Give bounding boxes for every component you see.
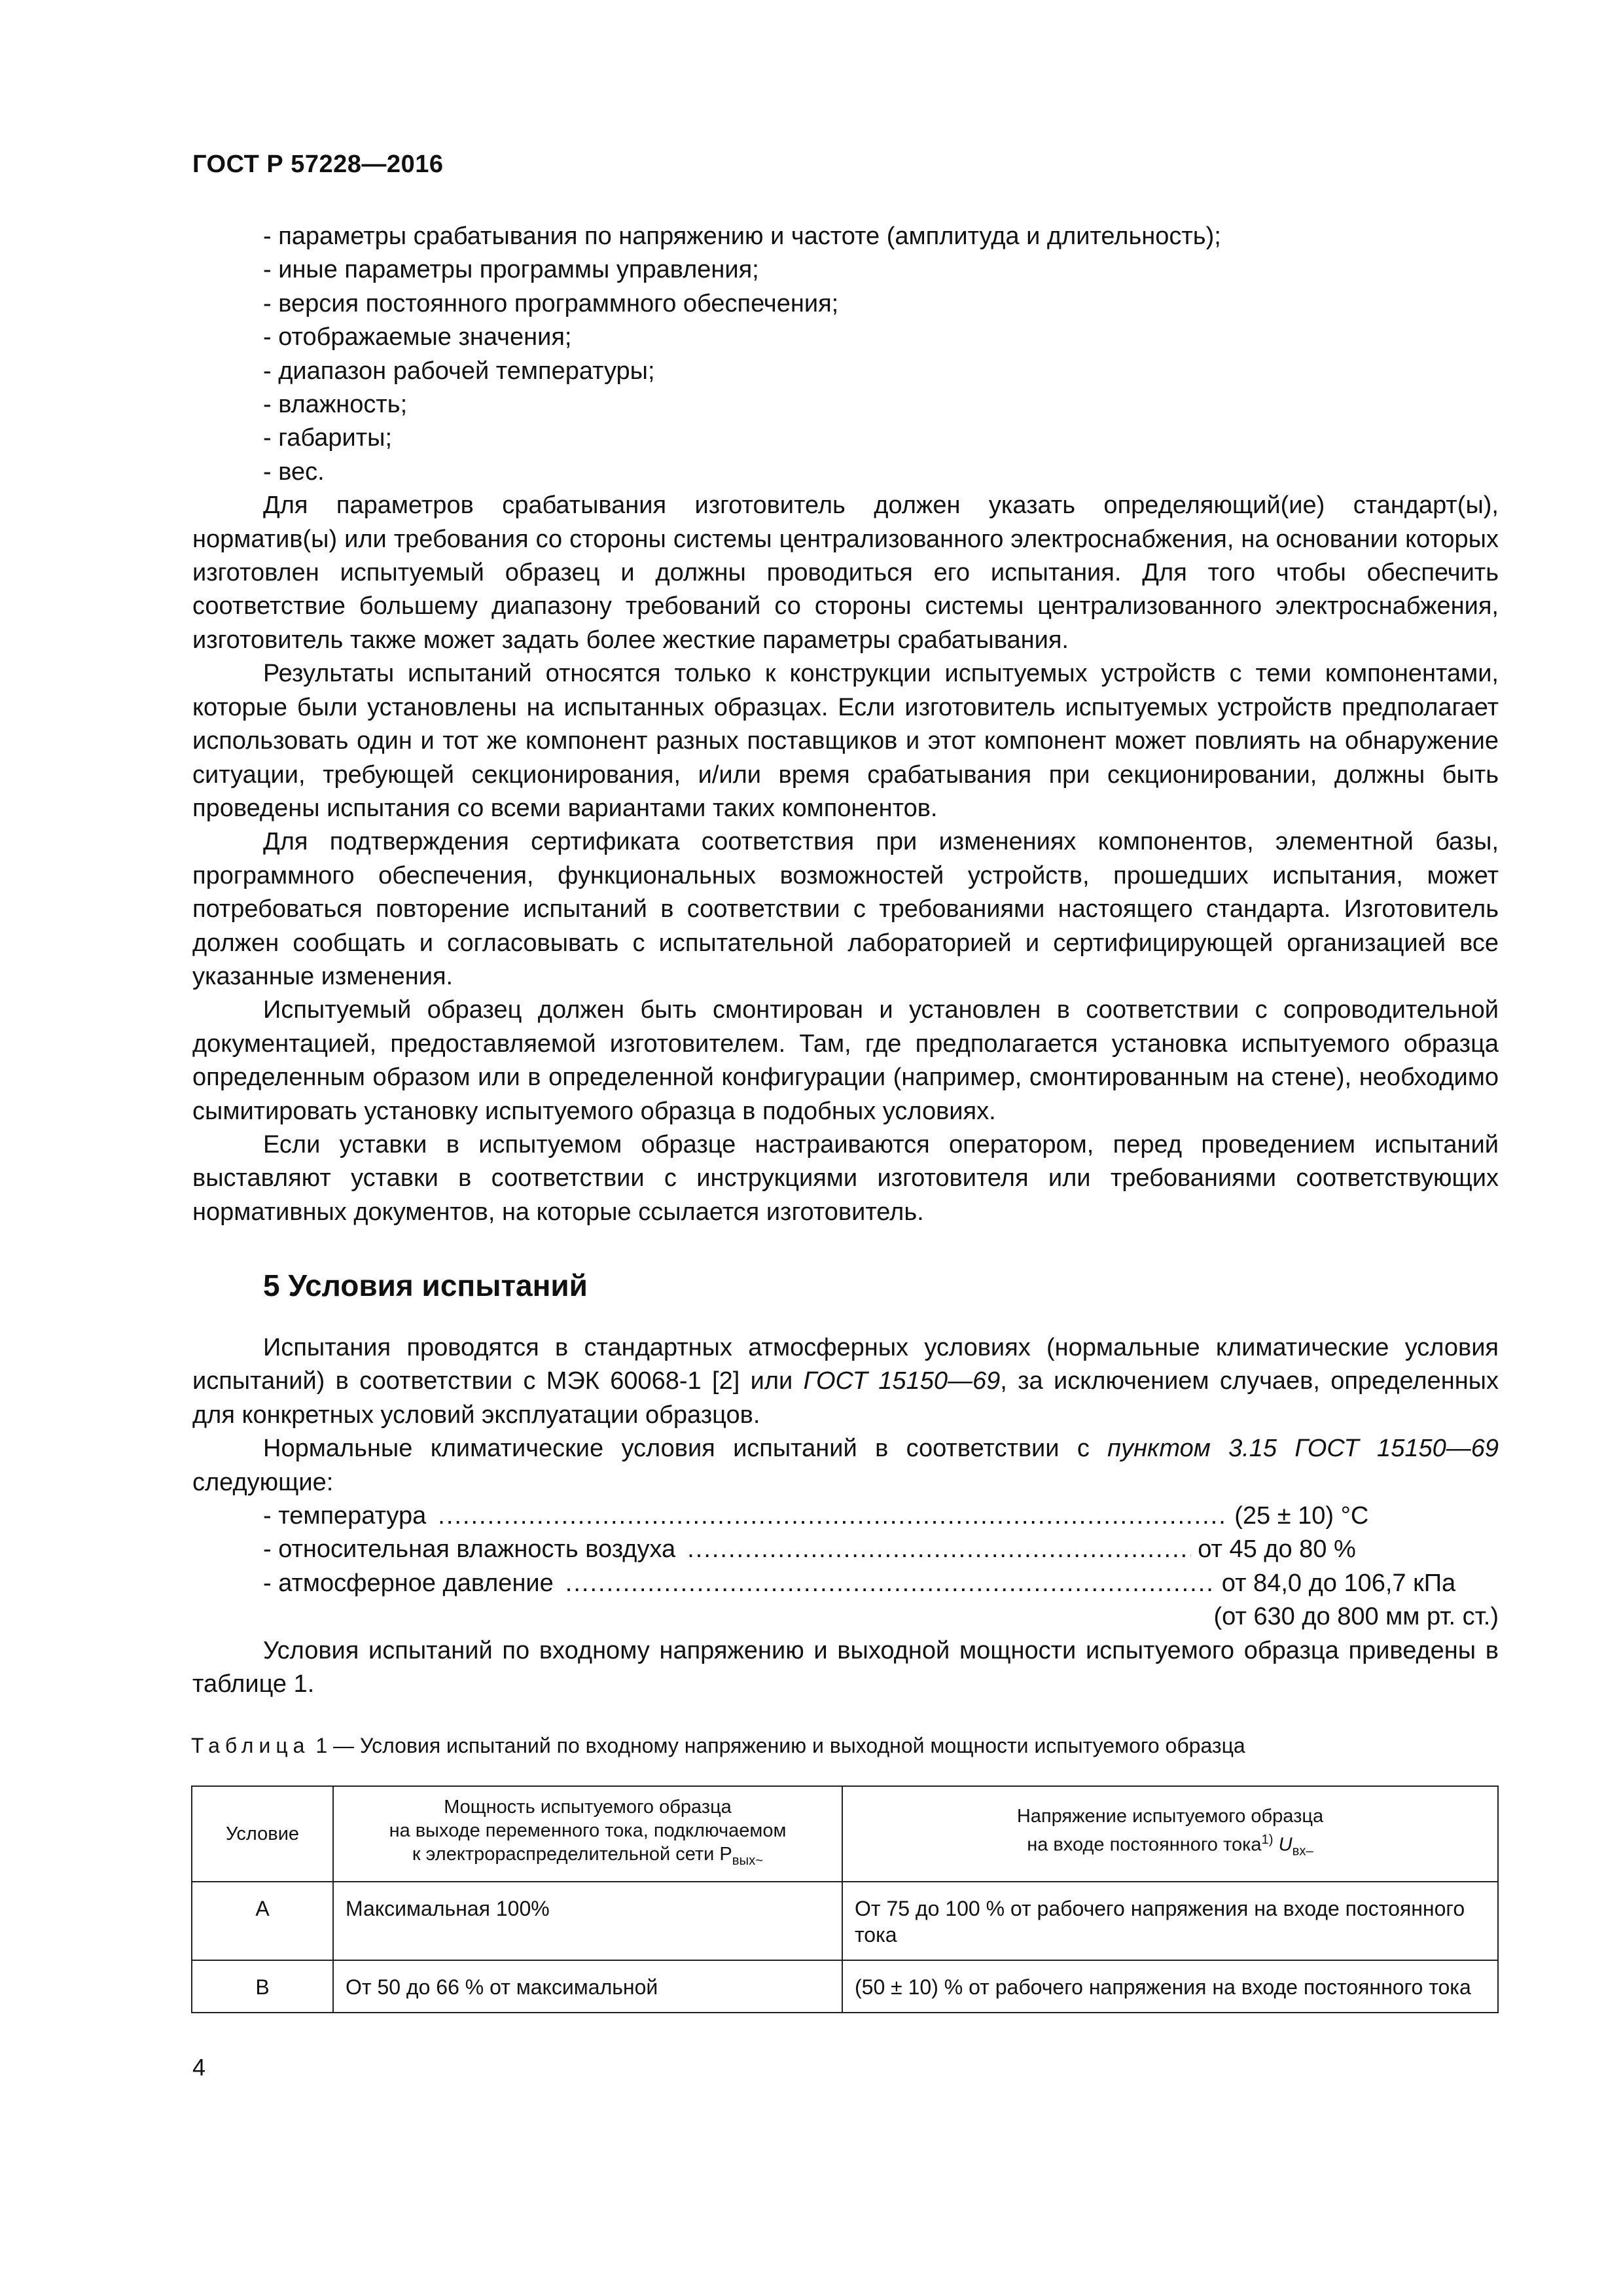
dot-leader [565, 1567, 1215, 1600]
table-row [192, 1960, 1498, 2013]
list-item: - вес. [263, 457, 325, 486]
condition-value: от 45 до 80 % [1198, 1535, 1356, 1564]
paragraph-text: , за исключением случаев, определенных для конкретных условий эксплуатации образцов. [192, 1367, 1499, 1429]
list-item: - влажность; [263, 391, 408, 419]
header-text: к электрораспределительной сети P [412, 1844, 732, 1865]
condition-row-pressure [192, 1567, 1499, 1600]
paragraph: Результаты испытаний относятся только к конструкции испытуемых устройств с теми компонентами, которые были установлены на испытанных образцах. Если изготовитель испытуемых устройств предполагает использовать один и тот же компонент разных поставщиков и этот компонент может повлиять на обнаружение ситуации, требующей секционирования, и/или время срабатывания при секционировании, должны быть проведены испытания со всеми вариантами таких компонентов. [192, 660, 1499, 822]
page-number: 4 [192, 2054, 206, 2081]
condition-row-temperature [192, 1499, 1499, 1533]
footnote-marker: 1) [1261, 1833, 1274, 1848]
header-text: Напряжение испытуемого образца [1016, 1806, 1324, 1827]
section-title: 5 Условия испытаний [263, 1268, 588, 1302]
cell-condition: А [192, 1882, 333, 1960]
cell-voltage: От 75 до 100 % от рабочего напряжения на входе постоянного тока [842, 1882, 1498, 1960]
cell-power: От 50 до 66 % от максимальной [333, 1960, 842, 2013]
table-caption [191, 1734, 1245, 1758]
list-item: - параметры срабатывания по напряжению и частоте (амплитуда и длительность); [263, 223, 1221, 250]
paragraph: Условия испытаний по входному напряжению и выходной мощности испытуемого образца приведены в таблице 1. [192, 1636, 1499, 1698]
header-subscript: вх– [1292, 1844, 1313, 1859]
paragraph-text: следующие: [192, 1468, 334, 1496]
table-header-row [192, 1786, 1498, 1882]
paragraph: Для подтверждения сертификата соответствия при изменениях компонентов, элементной базы, программного обеспечения, функциональных возможностей устройств, прошедших испытания, может потребоваться повторение испытаний в соответствии с требованиями настоящего стандарта. Изготовитель должен сообщать и согласовывать с испытательной лабораторией и сертифицирующей организацией все указанные изменения. [192, 828, 1499, 990]
table-caption-word: Таблица [191, 1734, 310, 1757]
condition-value: от 84,0 до 106,7 кПа [1221, 1569, 1456, 1597]
condition-label: - температура [263, 1502, 427, 1530]
header-text: Мощность испытуемого образца [444, 1797, 732, 1818]
condition-value: (25 ± 10) °С [1234, 1502, 1369, 1530]
paragraph: Испытуемый образец должен быть смонтирован и установлен в соответствии с сопроводительной документацией, предоставляемой изготовителем. Там, где предполагается установка испытуемого образца определенным образом или в определенной конфигурации (например, смонтированным на стене), необходимо сымитировать установку испытуемого образца в подобных условиях. [192, 996, 1499, 1125]
condition-row-humidity [192, 1533, 1499, 1566]
table-caption-text: 1 — Условия испытаний по входному напряжению и выходной мощности испытуемого образца [310, 1734, 1245, 1757]
cell-power: Максимальная 100% [333, 1882, 842, 1960]
paragraph-text: Испытания проводятся в стандартных атмосферных условиях (нормальные климатические условия испытаний) в соответствии с МЭК 60068-1 [2] или [192, 1334, 1499, 1395]
list-item: - версия постоянного программного обеспечения; [263, 289, 839, 317]
pressure-alt-value: (от 630 до 800 мм рт. ст.) [1213, 1603, 1499, 1631]
standard-reference: ГОСТ 15150—69 [803, 1367, 1001, 1395]
standard-reference: пунктом 3.15 ГОСТ 15150—69 [1107, 1435, 1499, 1463]
condition-label: - атмосферное давление [263, 1569, 554, 1597]
document-code-header: ГОСТ Р 57228—2016 [192, 151, 444, 178]
cell-condition: В [192, 1960, 333, 2013]
list-item: - диапазон рабочей температуры; [263, 357, 655, 385]
paragraph: Для параметров срабатывания изготовитель должен указать определяющий(ие) стандарт(ы), норматив(ы) или требования со стороны системы централизованного электроснабжения, на основании которых изготовлен испытуемый образец и должны проводиться его испытания. Для того чтобы обеспечить соответствие большему диапазону требований со стороны системы централизованного электроснабжения, изготовитель также может задать более жесткие параметры срабатывания. [192, 492, 1499, 654]
header-text: на выходе переменного тока, подключаемом [389, 1820, 787, 1842]
header-subscript: вых~ [732, 1853, 764, 1868]
header-power [333, 1786, 842, 1882]
condition-label: - относительная влажность воздуха [263, 1535, 676, 1564]
voltage-symbol: U [1278, 1834, 1293, 1856]
paragraph-text: Нормальные климатические условия испытаний в соответствии с [263, 1435, 1108, 1463]
paragraph: Если уставки в испытуемом образце настраиваются оператором, перед проведением испытаний выставляют уставки в соответствии с инструкциями изготовителя или требованиями соответствующих нормативных документов, на которые ссылается изготовитель. [192, 1130, 1499, 1226]
table-row [192, 1882, 1498, 1960]
header-voltage [842, 1786, 1498, 1882]
list-item: - отображаемые значения; [263, 323, 572, 351]
paragraph [192, 1331, 1499, 1432]
dot-leader [438, 1499, 1228, 1533]
section-5-body [192, 1331, 1499, 1701]
dot-leader [687, 1533, 1191, 1566]
list-item: - габариты; [263, 424, 393, 452]
body-text [192, 220, 1499, 1229]
paragraph [192, 1432, 1499, 1499]
test-conditions-table [191, 1785, 1499, 2013]
cell-voltage: (50 ± 10) % от рабочего напряжения на входе постоянного тока [842, 1960, 1498, 2013]
header-condition: Условие [192, 1786, 333, 1882]
header-text: на входе постоянного тока [1027, 1834, 1262, 1856]
list-item: - иные параметры программы управления; [263, 256, 759, 284]
